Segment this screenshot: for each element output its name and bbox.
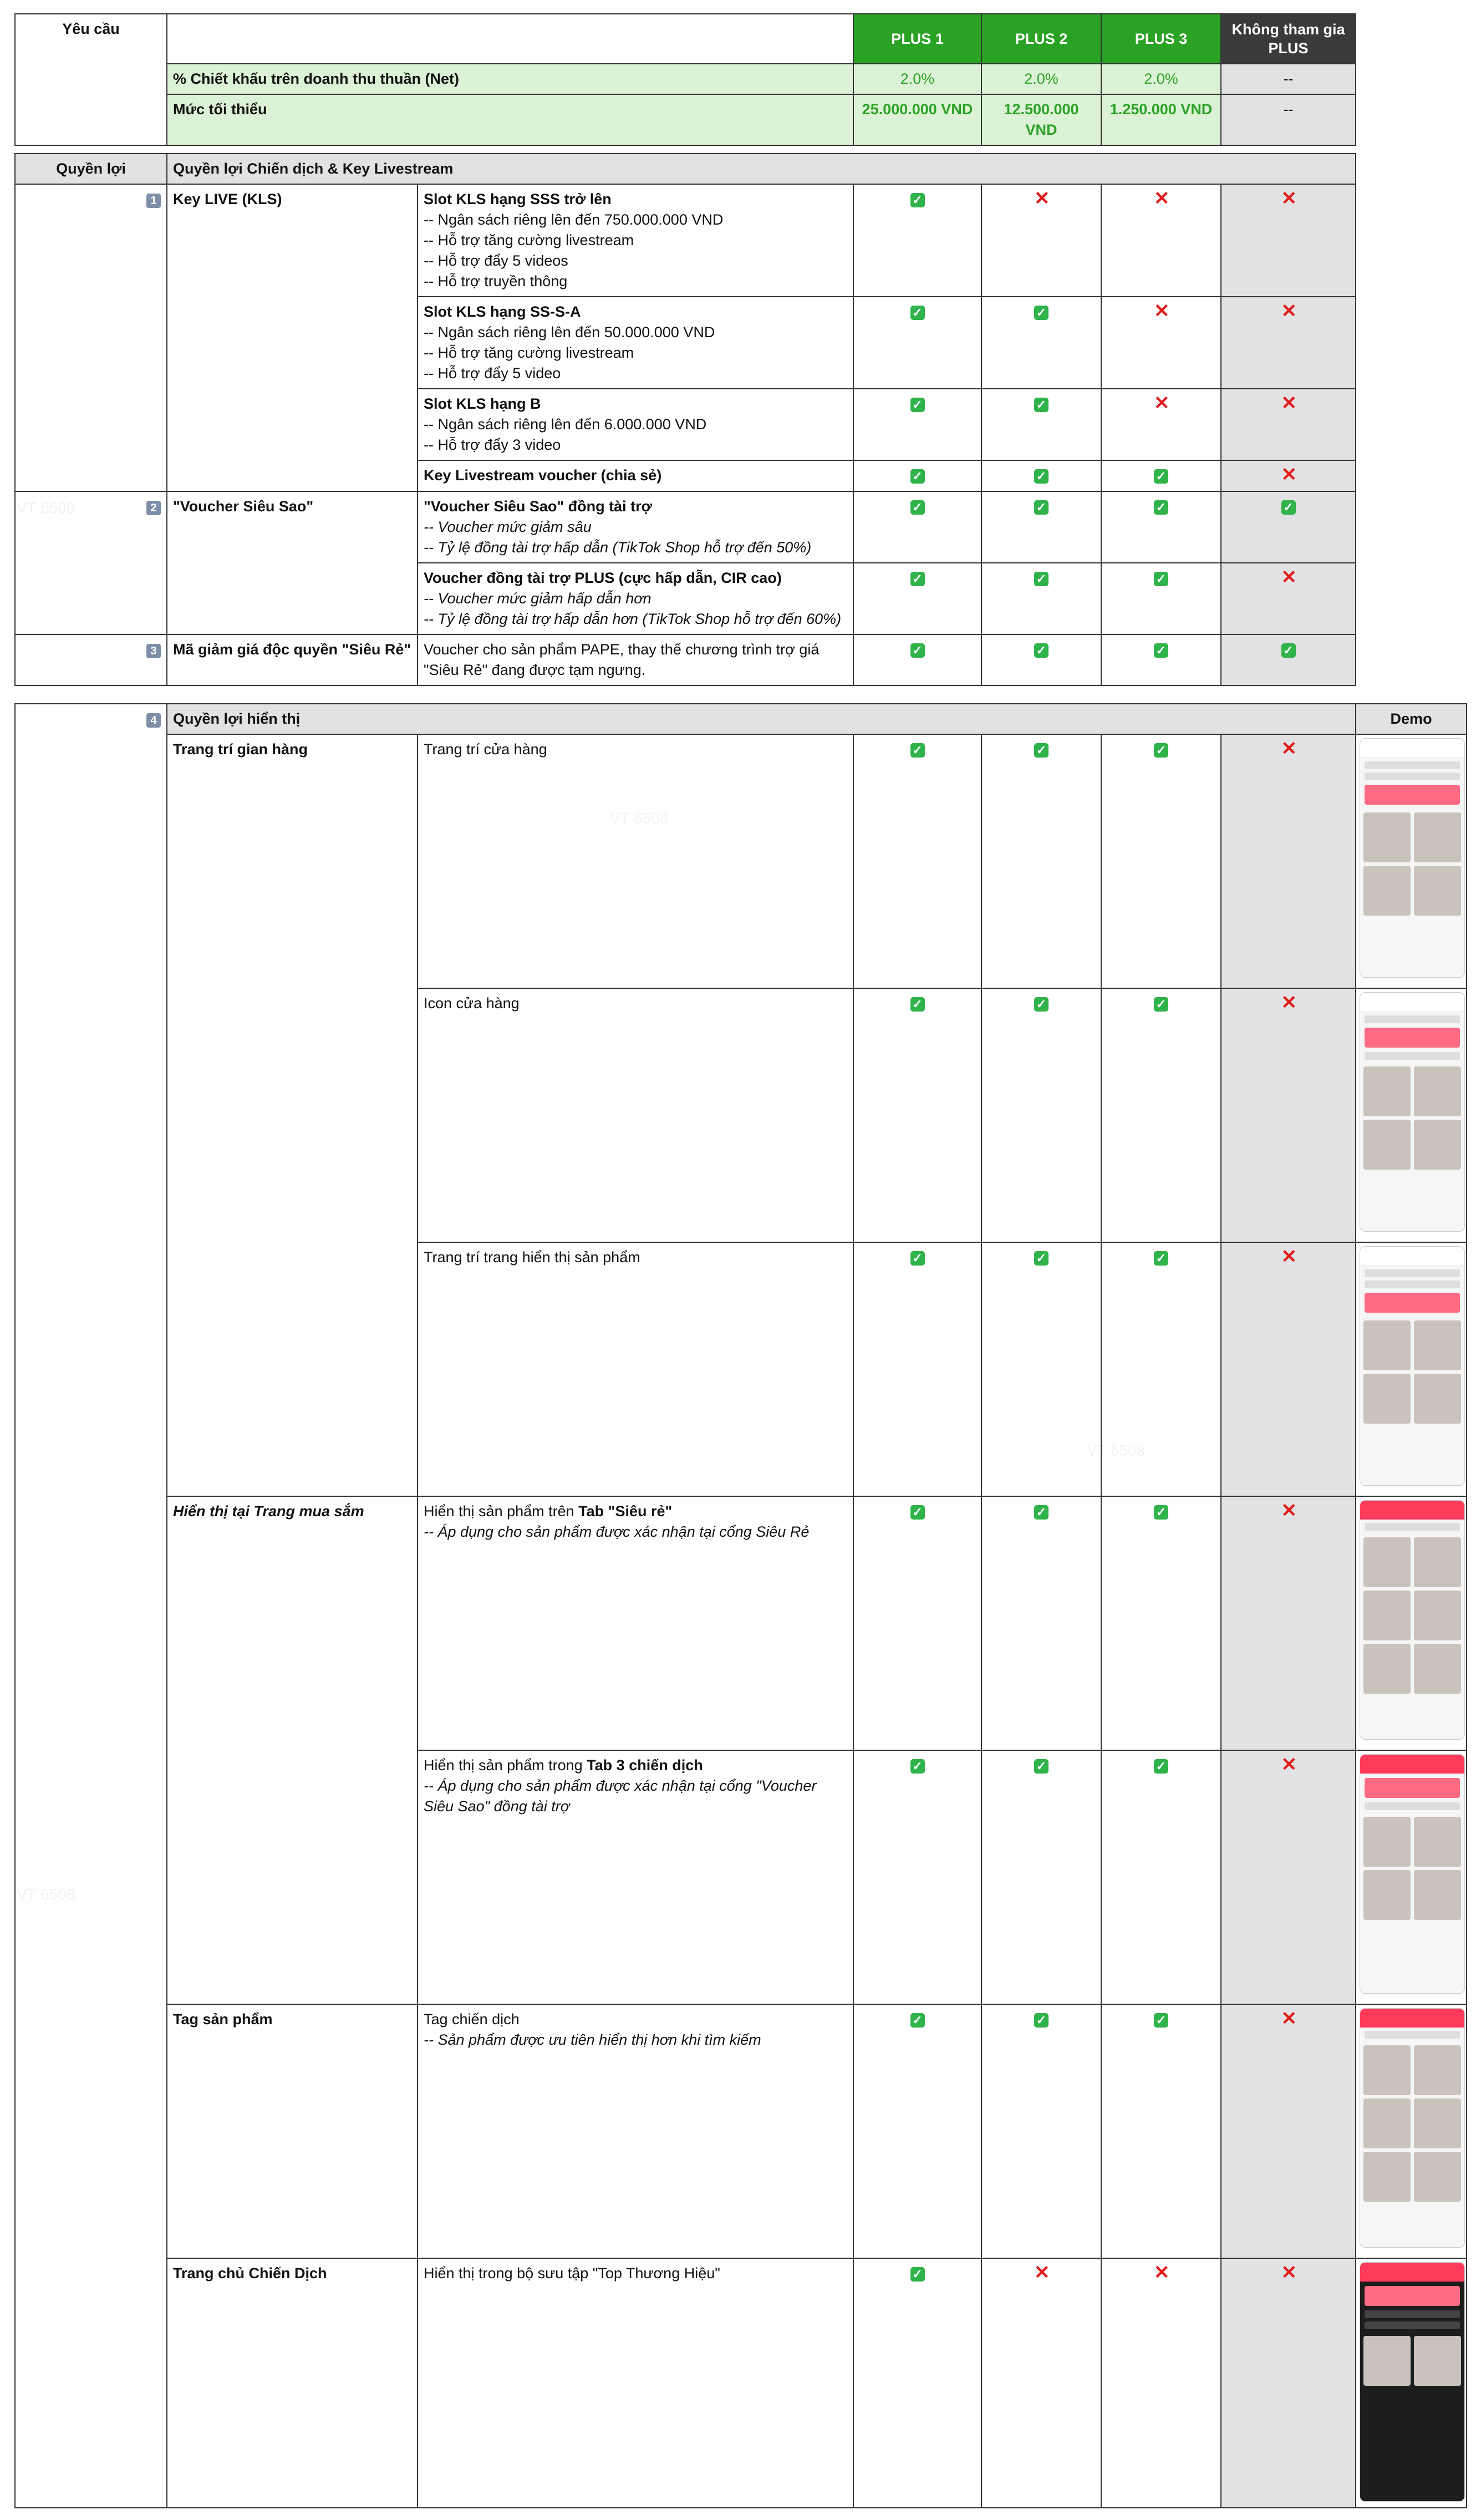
demo-screenshot-sieu-re-tab[interactable]	[1356, 1496, 1467, 1750]
group-name-kls: Key LIVE (KLS)	[167, 184, 418, 491]
tier-plus-3-header: PLUS 3	[1101, 14, 1221, 64]
check-mark-icon: ✓	[1154, 643, 1168, 658]
cross-mark-icon: ✕	[1281, 393, 1297, 414]
mark-cell	[853, 563, 981, 634]
mark-cell	[981, 634, 1101, 685]
cross-mark-icon: ✕	[1281, 1500, 1297, 1521]
group-name-product-tag: Tag sản phẩm	[167, 2004, 418, 2258]
item-title: Slot KLS hạng B	[424, 395, 541, 412]
item-text-bold: Tab 3 chiến dịch	[587, 1757, 703, 1774]
item-sieu-re-tab	[418, 1496, 853, 1750]
display-section-header: Quyền lợi hiển thị	[167, 704, 1356, 734]
item-kls-sss	[418, 184, 853, 297]
mark-cell	[1101, 184, 1221, 297]
check-mark-icon: ✓	[1154, 2013, 1168, 2028]
mark-cell	[853, 634, 981, 685]
check-mark-icon: ✓	[910, 1505, 925, 1520]
minimum-plus-1: 25.000.000 VND	[853, 94, 981, 145]
mark-cell	[981, 389, 1101, 460]
mark-cell	[853, 2004, 981, 2258]
item-title: Slot KLS hạng SSS trở lên	[424, 191, 612, 207]
mark-cell	[1101, 734, 1221, 988]
item-campaign-tag	[418, 2004, 853, 2258]
check-mark-icon: ✓	[1154, 572, 1168, 586]
watermark: VT 6508	[610, 810, 669, 827]
check-mark-icon: ✓	[910, 469, 925, 484]
mark-cell	[1101, 988, 1221, 1242]
check-mark-icon: ✓	[910, 997, 925, 1012]
group-name-voucher-sieu-sao: "Voucher Siêu Sao"	[167, 491, 418, 634]
campaign-benefits-table	[14, 153, 1356, 686]
row-label-discount: % Chiết khấu trên doanh thu thuần (Net)	[167, 64, 853, 94]
item-title: Slot KLS hạng SS-S-A	[424, 303, 581, 320]
check-mark-icon: ✓	[1281, 643, 1296, 658]
group-number-badge: 1	[146, 194, 161, 208]
group-name-store-decoration: Trang trí gian hàng	[167, 734, 418, 1496]
cross-mark-icon: ✕	[1281, 2008, 1297, 2029]
watermark: VT 6508	[17, 499, 75, 516]
check-mark-icon: ✓	[910, 306, 925, 320]
blank-header-cell	[167, 14, 853, 64]
cross-mark-icon: ✕	[1281, 1246, 1297, 1267]
item-note: -- Sản phẩm được ưu tiên hiển thị hơn khi tìm kiếm	[424, 2031, 761, 2048]
cross-mark-icon: ✕	[1154, 2262, 1170, 2283]
mark-cell	[1221, 734, 1356, 988]
mark-cell	[1101, 491, 1221, 563]
mark-cell	[981, 988, 1101, 1242]
check-mark-icon: ✓	[910, 1251, 925, 1266]
watermark: VT 6508	[17, 1886, 75, 1903]
phone-mockup	[1360, 1246, 1465, 1486]
mark-cell	[1101, 634, 1221, 685]
check-mark-icon: ✓	[1034, 572, 1049, 586]
cross-mark-icon: ✕	[1281, 1754, 1297, 1775]
discount-plus-3: 2.0%	[1101, 64, 1221, 94]
item-text: Hiển thị sản phẩm trong	[424, 1757, 587, 1774]
demo-screenshot-campaign-tab[interactable]	[1356, 1750, 1467, 2004]
mark-cell	[1221, 988, 1356, 1242]
mark-cell	[1221, 1496, 1356, 1750]
row-label-minimum: Mức tối thiểu	[167, 94, 853, 145]
mark-cell	[981, 2004, 1101, 2258]
mark-cell	[853, 1750, 981, 2004]
mark-cell	[1221, 1242, 1356, 1496]
cross-mark-icon: ✕	[1154, 393, 1170, 414]
item-title: Voucher đồng tài trợ PLUS (cực hấp dẫn, CIR cao)	[424, 570, 782, 586]
mark-cell	[1101, 297, 1221, 389]
phone-mockup	[1360, 2262, 1465, 2502]
discount-plus-2: 2.0%	[981, 64, 1101, 94]
phone-mockup	[1360, 2008, 1465, 2248]
cross-mark-icon: ✕	[1281, 464, 1297, 485]
check-mark-icon: ✓	[1034, 997, 1049, 1012]
mark-cell	[981, 297, 1101, 389]
item-text: Tag chiến dịch	[424, 2011, 520, 2028]
item-line: -- Hỗ trợ đẩy 5 videos	[424, 252, 568, 269]
check-mark-icon: ✓	[1034, 1251, 1049, 1266]
item-line: -- Ngân sách riêng lên đến 750.000.000 VND	[424, 211, 724, 228]
minimum-plus-2: 12.500.000 VND	[981, 94, 1101, 145]
mark-cell	[981, 1242, 1101, 1496]
mark-cell	[853, 460, 981, 491]
campaign-section-header: Quyền lợi Chiến dịch & Key Livestream	[167, 154, 1356, 184]
check-mark-icon: ✓	[1154, 743, 1168, 758]
item-line: -- Ngân sách riêng lên đến 50.000.000 VND	[424, 324, 715, 341]
demo-screenshot-search-tag[interactable]	[1356, 2004, 1467, 2258]
check-mark-icon: ✓	[910, 1759, 925, 1774]
cross-mark-icon: ✕	[1154, 301, 1170, 322]
check-mark-icon: ✓	[910, 643, 925, 658]
mark-cell	[853, 2258, 981, 2508]
item-line: -- Hỗ trợ tăng cường livestream	[424, 344, 634, 361]
check-mark-icon: ✓	[1154, 1251, 1168, 1266]
check-mark-icon: ✓	[910, 2013, 925, 2028]
item-line: -- Hỗ trợ đẩy 5 video	[424, 365, 561, 382]
mark-cell	[981, 1750, 1101, 2004]
check-mark-icon: ✓	[1034, 1505, 1049, 1520]
mark-cell	[1101, 2258, 1221, 2508]
mark-cell	[1221, 634, 1356, 685]
item-title: "Voucher Siêu Sao" đồng tài trợ	[424, 498, 652, 515]
demo-screenshot-top-brand[interactable]	[1356, 2258, 1467, 2508]
item-store-icon	[418, 988, 853, 1242]
mark-cell	[853, 389, 981, 460]
item-text-bold: Tab "Siêu rẻ"	[578, 1503, 673, 1520]
discount-no-plus: --	[1221, 64, 1356, 94]
mark-cell	[1101, 563, 1221, 634]
check-mark-icon: ✓	[910, 193, 925, 207]
item-text: Hiển thị trong bộ sưu tập "Top Thương Hiệu"	[424, 2265, 720, 2282]
check-mark-icon: ✓	[1034, 643, 1049, 658]
item-line: -- Ngân sách riêng lên đến 6.000.000 VND	[424, 416, 707, 433]
phone-mockup	[1360, 1500, 1465, 1740]
mark-cell	[981, 460, 1101, 491]
item-line: -- Voucher mức giảm sâu	[424, 519, 592, 535]
check-mark-icon: ✓	[910, 2267, 925, 2282]
check-mark-icon: ✓	[1034, 306, 1049, 320]
watermark: VT 6508	[1087, 1442, 1146, 1459]
check-mark-icon: ✓	[1034, 1759, 1049, 1774]
group-number-2	[15, 491, 167, 634]
mark-cell	[853, 988, 981, 1242]
mark-cell	[981, 184, 1101, 297]
cross-mark-icon: ✕	[1034, 188, 1050, 209]
item-text: Trang trí cửa hàng	[424, 741, 547, 758]
item-sieu-re-voucher: Voucher cho sản phẩm PAPE, thay thế chương trình trợ giá "Siêu Rẻ" đang được tạm ngưng.	[418, 634, 853, 685]
demo-screenshot-store-decoration[interactable]	[1356, 734, 1467, 988]
cross-mark-icon: ✕	[1281, 738, 1297, 759]
mark-cell	[1221, 297, 1356, 389]
mark-cell	[853, 734, 981, 988]
item-text: Hiển thị sản phẩm trên	[424, 1503, 579, 1520]
mark-cell	[1101, 1242, 1221, 1496]
check-mark-icon: ✓	[1154, 997, 1168, 1012]
item-note: -- Áp dụng cho sản phẩm được xác nhận tại cổng Siêu Rẻ	[424, 1523, 810, 1540]
mark-cell	[981, 1496, 1101, 1750]
check-mark-icon: ✓	[1034, 500, 1049, 515]
mark-cell	[1221, 1750, 1356, 2004]
mark-cell	[1101, 1496, 1221, 1750]
item-store-decoration	[418, 734, 853, 988]
group-name-campaign-home: Trang chủ Chiến Dịch	[167, 2258, 418, 2508]
item-product-page-decoration	[418, 1242, 853, 1496]
mark-cell	[1221, 491, 1356, 563]
mark-cell	[1101, 389, 1221, 460]
item-title: Key Livestream voucher (chia sẻ)	[424, 467, 662, 484]
item-line: -- Voucher mức giảm hấp dẫn hơn	[424, 590, 652, 607]
requirements-table	[14, 13, 1356, 146]
check-mark-icon: ✓	[1154, 1759, 1168, 1774]
item-line: -- Hỗ trợ tăng cường livestream	[424, 232, 634, 248]
mark-cell	[1101, 2004, 1221, 2258]
item-voucher-plus	[418, 563, 853, 634]
group-name-shopping-page: Hiển thị tại Trang mua sắm	[167, 1496, 418, 2004]
check-mark-icon: ✓	[1034, 2013, 1049, 2028]
cross-mark-icon: ✕	[1281, 301, 1297, 322]
item-campaign-tab	[418, 1750, 853, 2004]
benefit-column-header: Quyền lợi	[15, 154, 167, 184]
check-mark-icon: ✓	[1154, 469, 1168, 484]
item-line: -- Tỷ lệ đồng tài trợ hấp dẫn (TikTok Shop hỗ trợ đến 50%)	[424, 539, 812, 556]
tier-no-plus-header: Không tham gia PLUS	[1221, 14, 1356, 64]
item-text: Trang trí trang hiển thị sản phẩm	[424, 1249, 640, 1266]
phone-mockup	[1360, 992, 1465, 1232]
cross-mark-icon: ✕	[1281, 567, 1297, 588]
requirement-label: Yêu cầu	[15, 14, 167, 145]
cross-mark-icon: ✕	[1281, 992, 1297, 1013]
mark-cell	[981, 563, 1101, 634]
item-kls-b	[418, 389, 853, 460]
mark-cell	[1221, 2004, 1356, 2258]
mark-cell	[981, 2258, 1101, 2508]
mark-cell	[1221, 460, 1356, 491]
item-kls-ss-s-a	[418, 297, 853, 389]
minimum-plus-3: 1.250.000 VND	[1101, 94, 1221, 145]
check-mark-icon: ✓	[910, 572, 925, 586]
mark-cell	[1221, 184, 1356, 297]
mark-cell	[853, 297, 981, 389]
check-mark-icon: ✓	[910, 398, 925, 412]
mark-cell	[853, 491, 981, 563]
check-mark-icon: ✓	[1281, 500, 1296, 515]
demo-screenshot-store-icon[interactable]	[1356, 988, 1467, 1242]
item-voucher-sieu-sao	[418, 491, 853, 563]
cross-mark-icon: ✕	[1034, 2262, 1050, 2283]
check-mark-icon: ✓	[910, 743, 925, 758]
cross-mark-icon: ✕	[1281, 188, 1297, 209]
mark-cell	[1221, 563, 1356, 634]
check-mark-icon: ✓	[910, 500, 925, 515]
group-number-4	[15, 704, 167, 2508]
group-number-badge: 4	[146, 713, 161, 728]
mark-cell	[1221, 2258, 1356, 2508]
item-kls-voucher	[418, 460, 853, 491]
mark-cell	[853, 1496, 981, 1750]
group-number-badge: 2	[146, 501, 161, 515]
group-number-badge: 3	[146, 644, 161, 658]
display-benefits-table	[14, 703, 1467, 2508]
item-line: -- Hỗ trợ truyền thông	[424, 273, 568, 289]
item-text: Icon cửa hàng	[424, 995, 520, 1012]
check-mark-icon: ✓	[1034, 469, 1049, 484]
mark-cell	[1221, 389, 1356, 460]
discount-plus-1: 2.0%	[853, 64, 981, 94]
mark-cell	[853, 1242, 981, 1496]
mark-cell	[981, 491, 1101, 563]
check-mark-icon: ✓	[1154, 500, 1168, 515]
check-mark-icon: ✓	[1034, 398, 1049, 412]
group-number-1	[15, 184, 167, 491]
item-note: -- Áp dụng cho sản phẩm được xác nhận tại cổng "Voucher Siêu Sao" đồng tài trợ	[424, 1777, 817, 1815]
mark-cell	[853, 184, 981, 297]
cross-mark-icon: ✕	[1281, 2262, 1297, 2283]
check-mark-icon: ✓	[1154, 1505, 1168, 1520]
mark-cell	[1101, 460, 1221, 491]
phone-mockup	[1360, 738, 1465, 978]
group-name-sieu-re: Mã giảm giá độc quyền "Siêu Rẻ"	[167, 634, 418, 685]
minimum-no-plus: --	[1221, 94, 1356, 145]
tier-plus-1-header: PLUS 1	[853, 14, 981, 64]
phone-mockup	[1360, 1754, 1465, 1994]
demo-column-header: Demo	[1356, 704, 1467, 734]
item-line: -- Hỗ trợ đẩy 3 video	[424, 436, 561, 453]
mark-cell	[981, 734, 1101, 988]
item-line: -- Tỷ lệ đồng tài trợ hấp dẫn hơn (TikTok Shop hỗ trợ đến 60%)	[424, 611, 842, 627]
tier-plus-2-header: PLUS 2	[981, 14, 1101, 64]
demo-screenshot-product-page[interactable]	[1356, 1242, 1467, 1496]
item-top-brand	[418, 2258, 853, 2508]
check-mark-icon: ✓	[1034, 743, 1049, 758]
cross-mark-icon: ✕	[1154, 188, 1170, 209]
group-number-3	[15, 634, 167, 685]
mark-cell	[1101, 1750, 1221, 2004]
